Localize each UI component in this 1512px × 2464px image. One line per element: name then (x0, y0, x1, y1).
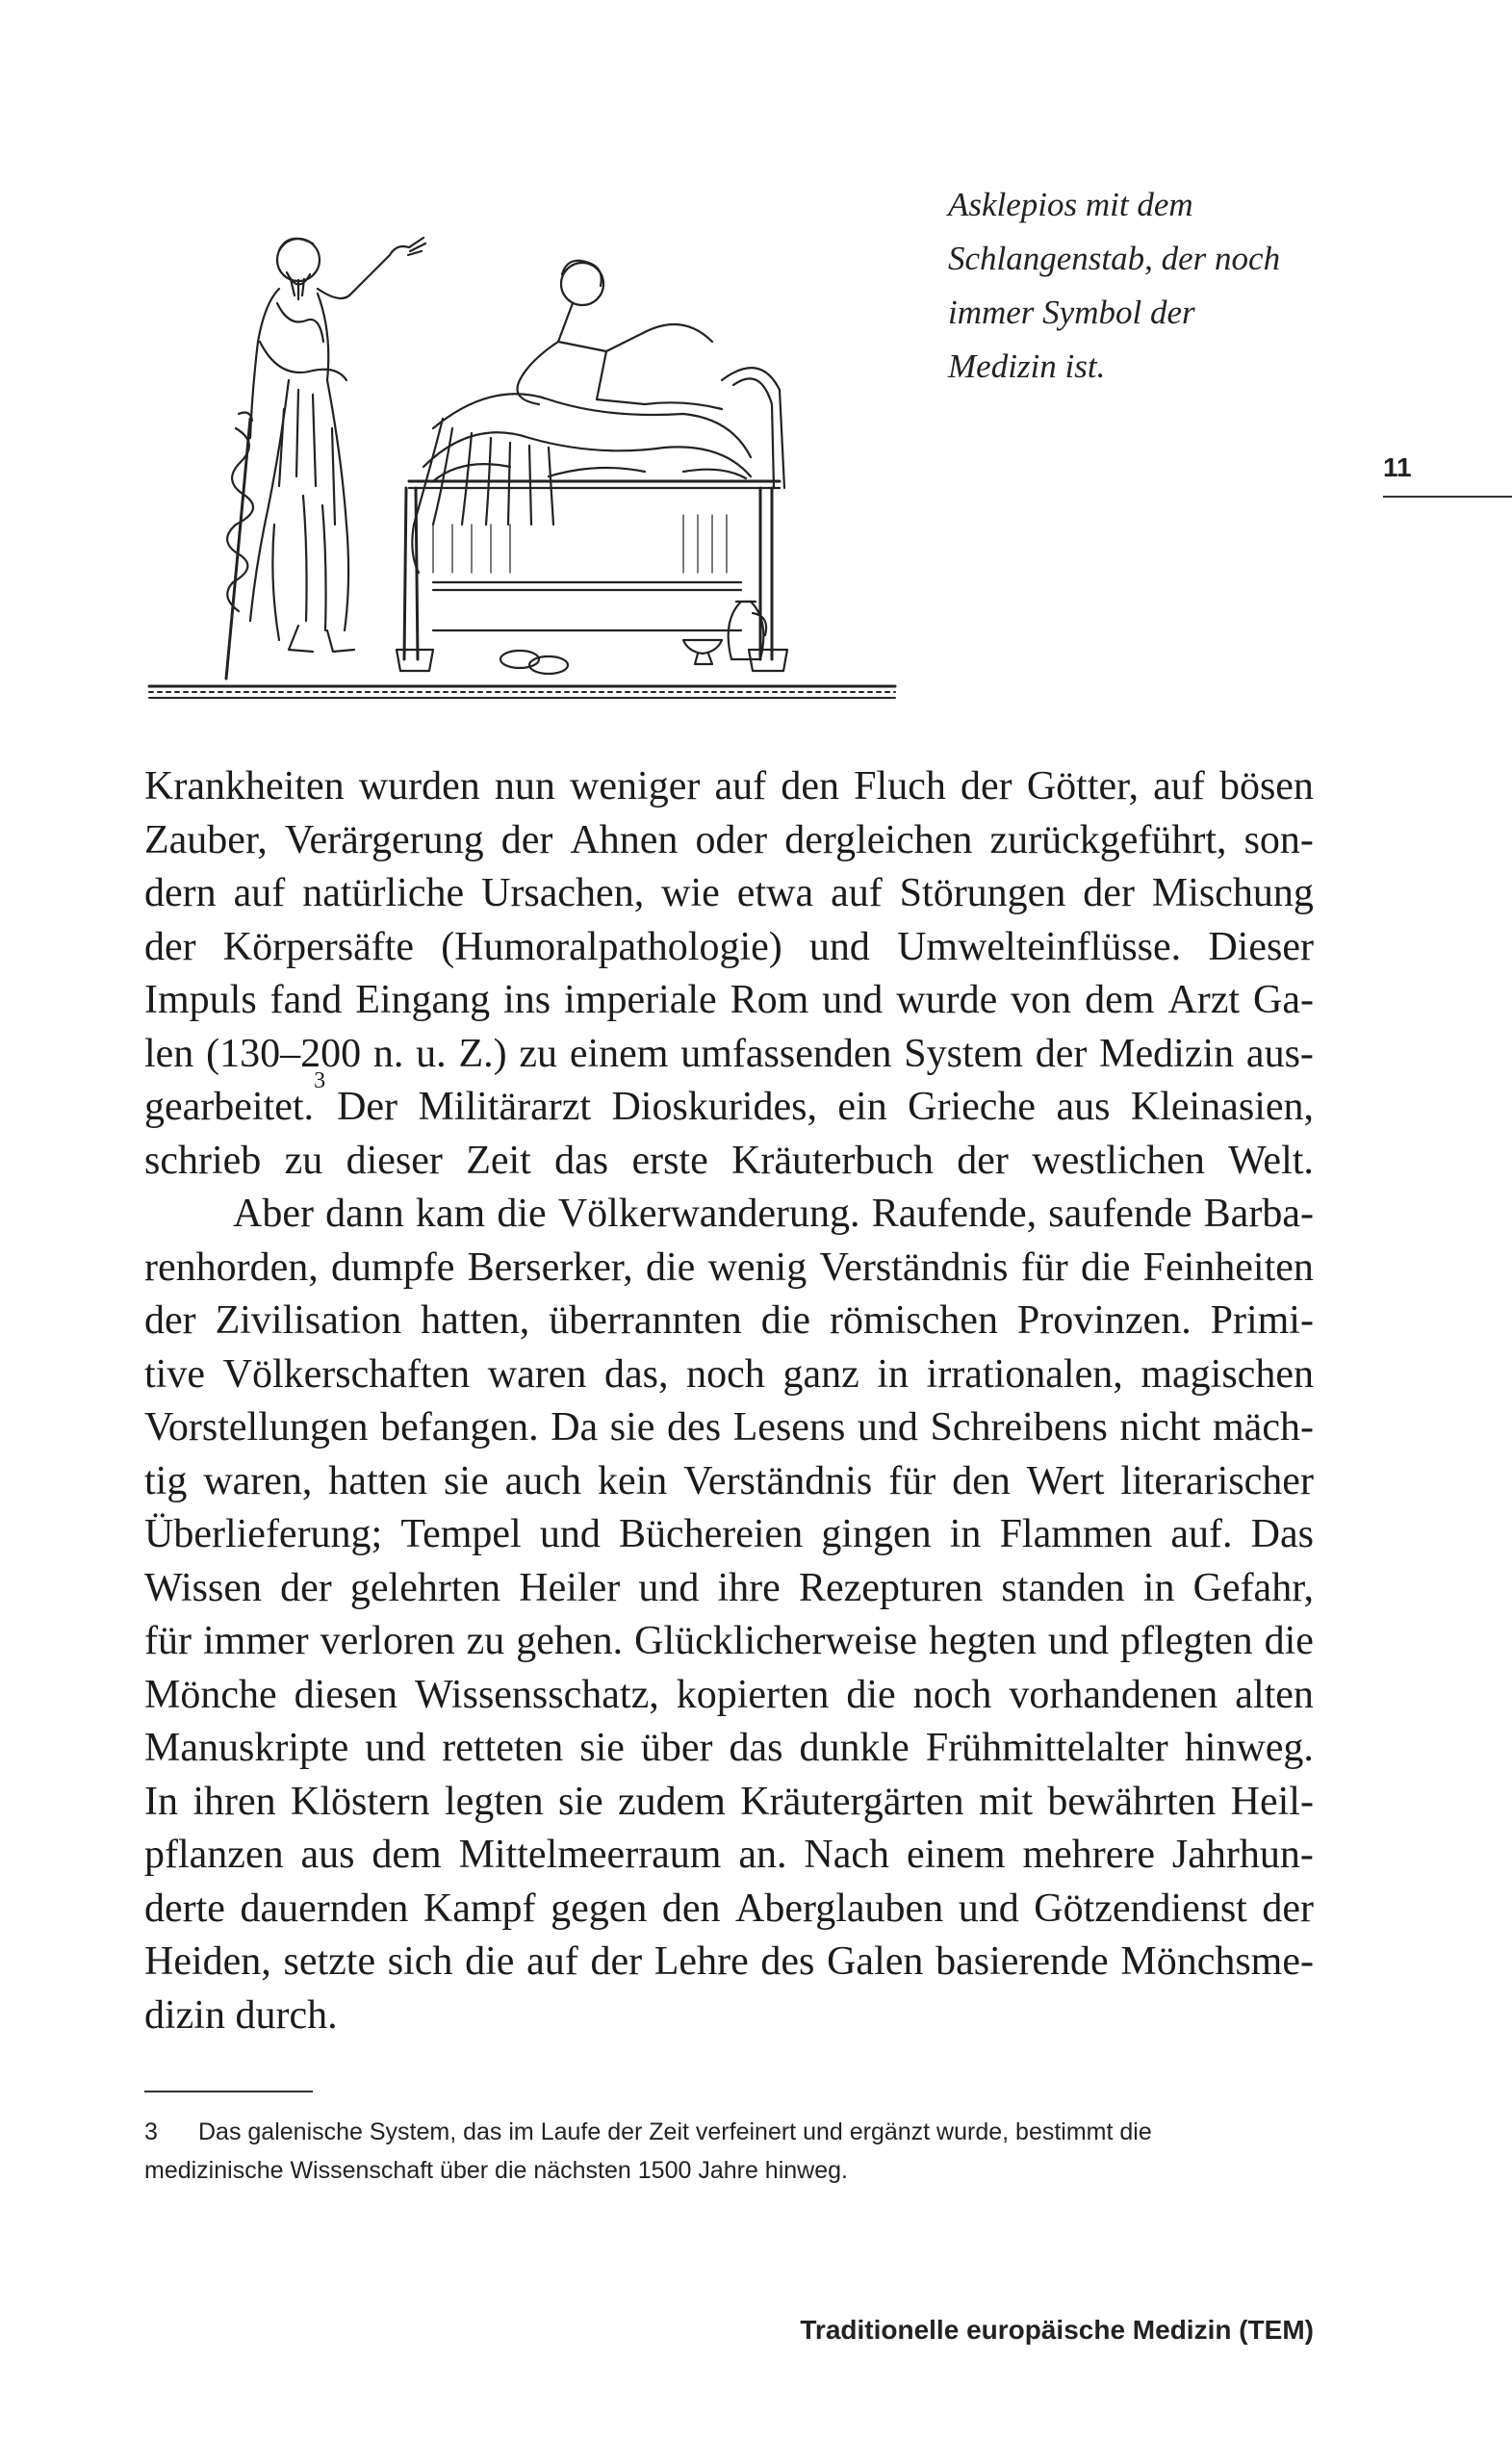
word: Barba- (1203, 1192, 1314, 1236)
text-line (144, 1348, 1314, 1402)
word: Da (551, 1405, 599, 1450)
word: sie (557, 1779, 603, 1824)
word: den (661, 1886, 721, 1931)
word: Zauber, (144, 817, 268, 862)
word: und (1047, 1619, 1109, 1663)
word: kam (415, 1192, 486, 1236)
footnote-number: 3 (144, 2118, 158, 2145)
word: erste (631, 1138, 708, 1183)
word: in (877, 1351, 910, 1397)
word: zurückgeführt, (989, 817, 1227, 862)
word: mehrere (1022, 1833, 1156, 1877)
text-line-content (144, 1936, 1314, 1989)
word: standen (1001, 1565, 1125, 1610)
word: der (144, 924, 196, 969)
word: Welt. (1228, 1138, 1314, 1183)
text-line-content (144, 760, 1314, 814)
word: Medizin (1099, 1031, 1235, 1076)
text-line (144, 1722, 1314, 1776)
text-line (144, 1615, 1314, 1669)
word: wurde (896, 978, 998, 1022)
word: und (958, 1886, 1019, 1931)
word: In (144, 1779, 178, 1824)
text-line (144, 760, 1314, 814)
word: weniger (570, 764, 701, 808)
word: imperiale (564, 978, 717, 1022)
text-line (144, 921, 1314, 975)
word: dumpfe (331, 1245, 455, 1290)
word: dern (144, 871, 217, 915)
word: gehen. (516, 1619, 624, 1663)
word: setzte (283, 1939, 376, 1984)
word: Störungen (899, 871, 1066, 915)
word: die (760, 1298, 811, 1343)
word: Heil- (1230, 1779, 1314, 1824)
footnote-line (144, 2113, 1314, 2151)
word: das (554, 1138, 609, 1183)
word: etwa (736, 871, 814, 915)
word: mäch- (1213, 1405, 1314, 1450)
word: nun (494, 764, 555, 808)
figure-caption (948, 178, 1314, 394)
word: Mönchsme- (1120, 1939, 1314, 1984)
word: bösen (1218, 764, 1314, 808)
word: der (1035, 1031, 1088, 1076)
word: für (144, 1619, 192, 1663)
text-line-content (144, 921, 1314, 975)
word: das (729, 1726, 783, 1770)
text-line (144, 1989, 1314, 2043)
word: noch (912, 1672, 992, 1717)
text-line (144, 1455, 1314, 1509)
word: Primi- (1210, 1298, 1314, 1343)
word: ein (837, 1085, 887, 1129)
word: Fluch (854, 764, 946, 808)
footnote-text: Das galenische System, das im Laufe der Zeit verfeinert und ergänzt wurde, bestimmt die (198, 2118, 1152, 2145)
word: Militärarzt (418, 1085, 592, 1129)
text-line-content (144, 1242, 1314, 1296)
word: Impuls (144, 978, 257, 1022)
word: dieser (346, 1138, 443, 1183)
word: Glücklicherweise (634, 1619, 917, 1663)
word: Arzt (1167, 978, 1241, 1022)
word: Z.) (458, 1031, 507, 1076)
word: der (961, 764, 1012, 808)
word: dunkle (799, 1726, 910, 1770)
word: Grieche (908, 1085, 1037, 1129)
word: in (949, 1512, 982, 1556)
text-line (144, 1669, 1314, 1723)
word: Das (1250, 1512, 1314, 1556)
word: (130–200 (206, 1031, 362, 1076)
word: der (280, 1565, 332, 1610)
footnote-rule (144, 2091, 313, 2092)
word: Zivilisation (215, 1298, 402, 1343)
word: auf (831, 871, 883, 915)
text-line (144, 1562, 1314, 1616)
word: Nach (804, 1833, 890, 1877)
word: Kräutergärten (740, 1779, 964, 1824)
word: System (904, 1031, 1023, 1076)
text-line-content: dizin durch. (144, 1992, 338, 2038)
text-line-content (144, 1883, 1314, 1937)
word: Aber (233, 1192, 314, 1236)
word: dem (1085, 978, 1155, 1022)
word: überrannten (549, 1298, 742, 1343)
word: gegen (551, 1886, 648, 1931)
word: Klöstern (290, 1779, 430, 1824)
word: den (952, 1458, 1011, 1503)
word: und (808, 924, 870, 969)
word: Der (337, 1085, 398, 1129)
word: aus (1056, 1085, 1111, 1129)
text-line (144, 1508, 1314, 1562)
word: der (957, 1138, 1009, 1183)
word: pflegten (1119, 1619, 1253, 1663)
word: Mönche (144, 1672, 277, 1717)
word: dergleichen (784, 817, 973, 862)
word: nicht (1119, 1405, 1201, 1450)
word: bewährten (1047, 1779, 1217, 1824)
word: auf (526, 1939, 578, 1984)
body-text (144, 760, 1314, 2042)
word: natürliche (302, 871, 465, 915)
word: diesen (294, 1672, 397, 1717)
word: für (1020, 1245, 1068, 1290)
word: westlichen (1032, 1138, 1205, 1183)
word: die (1081, 1245, 1131, 1290)
word: Flammen (999, 1512, 1153, 1556)
word: Dieser (1208, 924, 1314, 969)
word: dauernden (240, 1886, 409, 1931)
text-line (144, 1829, 1314, 1883)
word: u. (416, 1031, 447, 1076)
word: auch (504, 1458, 581, 1503)
word: renhorden, (144, 1245, 319, 1290)
word: für (888, 1458, 936, 1503)
word: und (365, 1726, 426, 1770)
word: gingen (821, 1512, 932, 1556)
word: derte (144, 1886, 225, 1931)
text-line (144, 1295, 1314, 1348)
word: den (781, 764, 839, 808)
word: Krankheiten (144, 764, 345, 808)
word: Dioskurides, (611, 1085, 817, 1129)
text-line-content (144, 814, 1314, 868)
text-line (144, 1883, 1314, 1937)
text-line-content (144, 1455, 1314, 1509)
word: Heiden, (144, 1939, 271, 1984)
word: Götzendienst (1034, 1886, 1247, 1931)
text-line (144, 1242, 1314, 1296)
word: und (638, 1565, 700, 1610)
word: Völkerschaften (222, 1351, 471, 1397)
text-line-content (144, 1562, 1314, 1616)
word: wenig (707, 1245, 807, 1290)
word: ins (503, 978, 551, 1022)
text-line-content (144, 1776, 1314, 1830)
word: Berserker, (467, 1245, 633, 1290)
caption-line: Medizin ist. (948, 347, 1106, 385)
word: Jahrhun- (1171, 1833, 1314, 1877)
word: hegten (929, 1619, 1037, 1663)
word: wurden (358, 764, 480, 808)
word: Zeit (466, 1138, 531, 1183)
word: Frühmittelalter (925, 1726, 1168, 1770)
word: von (1011, 978, 1072, 1022)
text-line (144, 1188, 1314, 1242)
word: der (144, 1298, 196, 1343)
footnote-text: medizinische Wissenschaft über die nächsten 1500 Jahre hinweg. (144, 2157, 848, 2184)
word: tive (144, 1351, 205, 1397)
word: Wissensschatz, (414, 1672, 659, 1717)
word: über (640, 1726, 713, 1770)
word: zu (284, 1138, 323, 1183)
word: auf. (1170, 1512, 1233, 1556)
word: sie (609, 1405, 655, 1450)
caption-line: immer Symbol der (948, 294, 1195, 331)
running-footer: Traditionelle europäische Medizin (TEM) (800, 2315, 1314, 2345)
word: literarischer (1120, 1458, 1314, 1503)
word: in (1142, 1565, 1175, 1610)
word: auf (233, 871, 286, 915)
word: Heiler (519, 1565, 621, 1610)
text-line-content (144, 1401, 1314, 1455)
word: kein (597, 1458, 668, 1503)
footnotes (144, 2113, 1314, 2190)
word: die (645, 1245, 696, 1290)
word: Götter, (1026, 764, 1139, 808)
word: die (1264, 1619, 1314, 1663)
page-number-rule (1383, 496, 1512, 498)
word: römischen (830, 1298, 998, 1343)
word: hatten (328, 1458, 428, 1503)
word: und (539, 1512, 601, 1556)
footnote-line (144, 2151, 1314, 2190)
word: retteten (442, 1726, 564, 1770)
word: Gefahr, (1192, 1565, 1314, 1610)
word: dann (325, 1192, 404, 1236)
paragraph-indent (144, 1188, 233, 1242)
word: aus- (1245, 1031, 1314, 1076)
word: Verständnis (683, 1458, 873, 1503)
word: noch (686, 1351, 765, 1397)
word: Rom (730, 978, 809, 1022)
word: zu (466, 1619, 505, 1663)
word: mit (979, 1779, 1034, 1824)
footnote-reference[interactable]: 3 (314, 1068, 326, 1093)
word: Raufende, (871, 1192, 1038, 1236)
word: Verständnis (819, 1245, 1009, 1290)
word: hatten, (421, 1298, 530, 1343)
word: tig (144, 1458, 188, 1503)
word: waren (487, 1351, 587, 1397)
word: verloren (320, 1619, 455, 1663)
word: des (760, 1939, 815, 1984)
word: die (465, 1939, 515, 1984)
word: Wert (1026, 1458, 1105, 1503)
word: alten (1235, 1672, 1314, 1717)
word: n. (372, 1031, 404, 1076)
text-line (144, 867, 1314, 921)
word: Rezepturen (798, 1565, 984, 1610)
word: Mischung (1151, 871, 1314, 915)
word: Galen (827, 1939, 924, 1984)
word: Mittelmeerraum (458, 1833, 722, 1877)
word: aus (300, 1833, 355, 1877)
word: hinweg. (1184, 1726, 1314, 1770)
word: Schreibens (930, 1405, 1108, 1450)
word: an. (738, 1833, 787, 1877)
text-line-content (144, 1508, 1314, 1562)
word: Aberglauben (735, 1886, 944, 1931)
text-line-content (144, 1295, 1314, 1348)
word: fand (269, 978, 343, 1022)
word: Körpersäfte (222, 924, 415, 969)
text-line (144, 974, 1314, 1028)
word: Büchereien (618, 1512, 804, 1556)
word: Ursachen, (481, 871, 645, 915)
word: umfassenden (680, 1031, 892, 1076)
text-line-content (144, 1829, 1314, 1883)
text-line-content (144, 1722, 1314, 1776)
text-line-content (144, 1348, 1314, 1402)
word: Ga- (1252, 978, 1314, 1022)
word: des (667, 1405, 722, 1450)
word: Ahnen (570, 817, 679, 862)
word: der (1262, 1886, 1314, 1931)
word: und (857, 1405, 918, 1450)
word: gelehrten (349, 1565, 501, 1610)
page-number: 11 (1383, 452, 1412, 482)
caption-line: Asklepios mit dem (948, 186, 1193, 223)
text-line (144, 1135, 1314, 1189)
word: Manuskripte (144, 1726, 349, 1770)
word: vorhandenen (1009, 1672, 1218, 1717)
word: und (822, 978, 884, 1022)
text-line-content (233, 1188, 1314, 1242)
word: pflanzen (144, 1833, 284, 1877)
word: saufende (1048, 1192, 1192, 1236)
word: Lesens (732, 1405, 846, 1450)
word: auf (1153, 764, 1205, 808)
word: Tempel (400, 1512, 522, 1556)
word: ganz (782, 1351, 859, 1397)
asklepios-illustration (144, 236, 900, 703)
word: Völkerwanderung. (557, 1192, 860, 1236)
word: kopierten (676, 1672, 830, 1717)
word: sie (579, 1726, 625, 1770)
text-line-content (325, 1081, 1314, 1135)
word: der (1083, 871, 1135, 915)
text-line (144, 1776, 1314, 1830)
word: der (500, 817, 553, 862)
text-line-content (144, 1669, 1314, 1723)
word: Lehre (653, 1939, 749, 1984)
word: Kräuterbuch (731, 1138, 934, 1183)
word: befangen. (380, 1405, 539, 1450)
word: sich (387, 1939, 453, 1984)
word: Kampf (423, 1886, 536, 1931)
text-line (144, 1936, 1314, 1989)
word: oder (695, 817, 768, 862)
word: der (590, 1939, 643, 1984)
word: einem (906, 1833, 1006, 1877)
word: wie (661, 871, 720, 915)
word: einem (569, 1031, 669, 1076)
word: (Humoralpathologie) (441, 924, 782, 969)
word: die (497, 1192, 547, 1236)
word: zudem (617, 1779, 726, 1824)
word: sie (444, 1458, 489, 1503)
word: immer (203, 1619, 309, 1663)
word: Eingang (355, 978, 491, 1022)
word: Überlieferung; (144, 1512, 383, 1556)
text-line-content (144, 974, 1314, 1028)
word: irrationalen, (926, 1351, 1123, 1397)
word: len (144, 1031, 194, 1076)
word: auf (714, 764, 767, 808)
text-line (144, 814, 1314, 868)
text-line-content: gearbeitet. (144, 1085, 315, 1129)
word: schrieb (144, 1138, 262, 1183)
word: Wissen (144, 1565, 262, 1610)
text-line-content (144, 1615, 1314, 1669)
word: Vorstellungen (144, 1405, 369, 1450)
word: Verärgerung (284, 817, 484, 862)
text-line (144, 1401, 1314, 1455)
word: son- (1243, 817, 1314, 862)
text-line-content (144, 1135, 1314, 1189)
text-line-content (144, 867, 1314, 921)
word: magischen (1140, 1351, 1314, 1397)
word: waren, (203, 1458, 313, 1503)
word: Kleinasien, (1130, 1085, 1314, 1129)
word: zu (519, 1031, 558, 1076)
word: Umwelteinflüsse. (897, 924, 1182, 969)
word: die (846, 1672, 896, 1717)
word: Feinheiten (1142, 1245, 1314, 1290)
word: legten (444, 1779, 544, 1824)
word: dem (372, 1833, 442, 1877)
caption-line: Schlangenstab, der noch (948, 240, 1281, 277)
word: Provinzen. (1016, 1298, 1192, 1343)
text-line (144, 1068, 1314, 1135)
word: basierende (935, 1939, 1109, 1984)
word: ihre (717, 1565, 781, 1610)
word: das, (604, 1351, 669, 1397)
word: ihren (192, 1779, 276, 1824)
